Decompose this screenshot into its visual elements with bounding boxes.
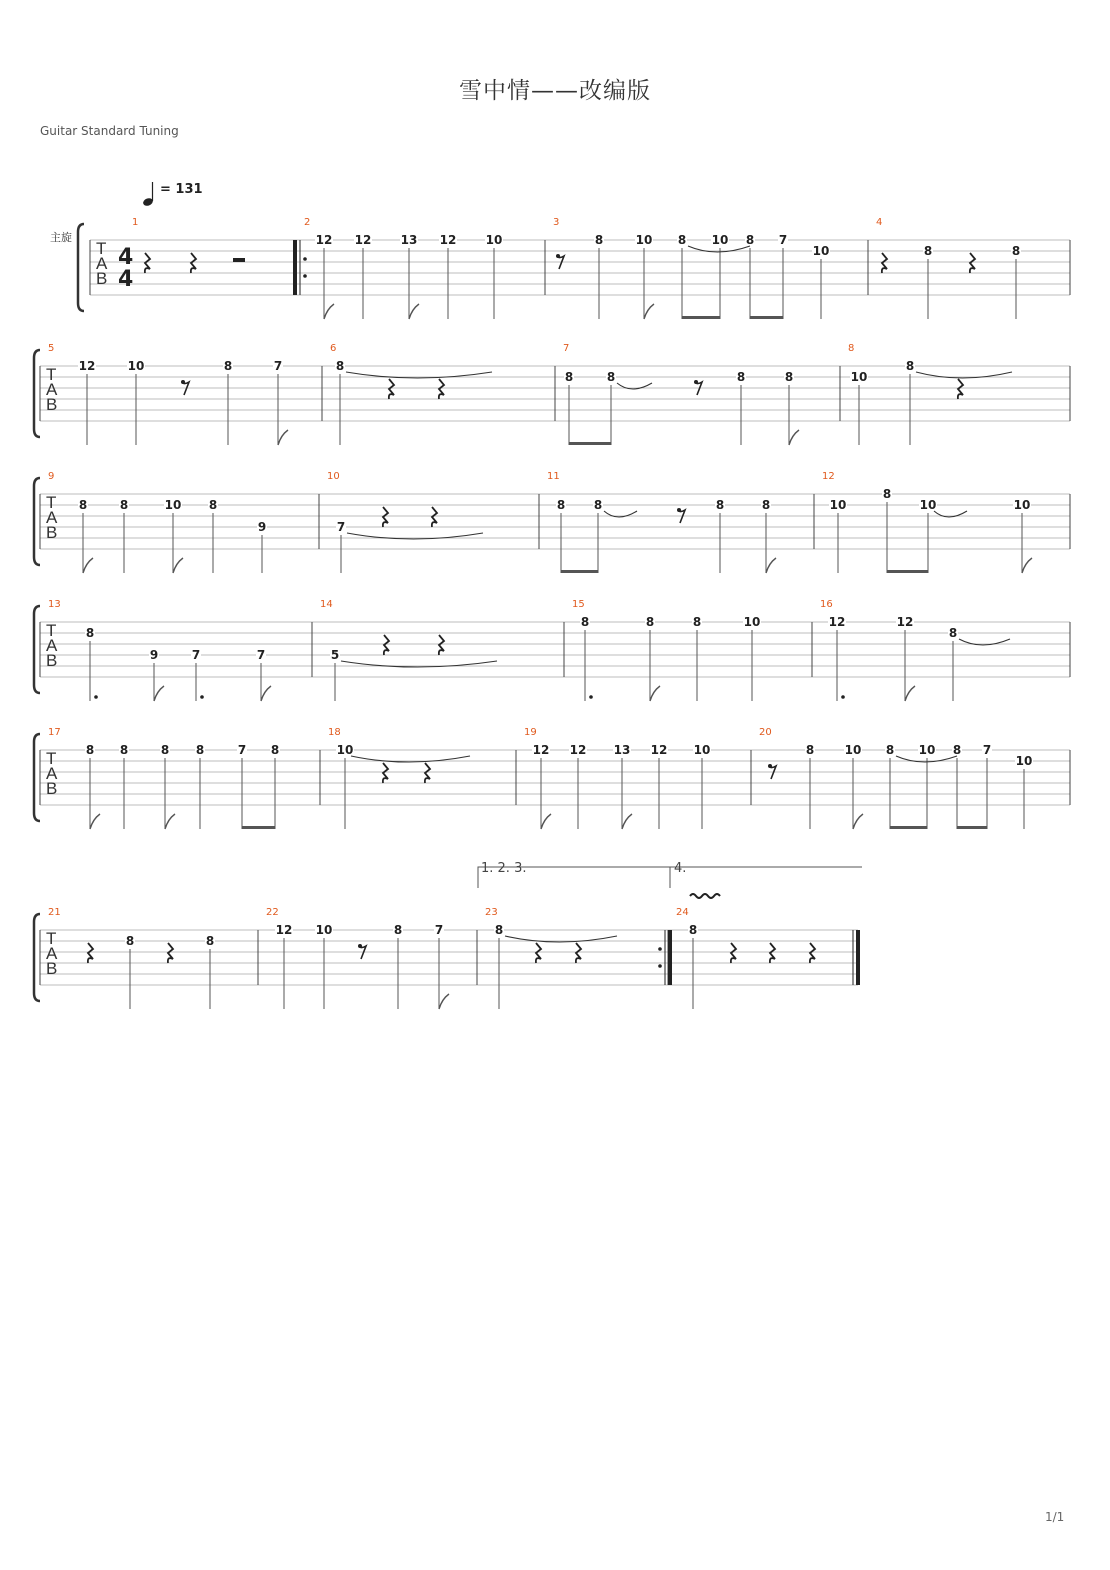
track-name: 主旋	[50, 231, 72, 244]
time-signature-top: 4	[118, 245, 134, 270]
vibrato-icon	[690, 894, 720, 898]
staff-system	[34, 727, 1070, 829]
tab-clef-letter: B	[46, 779, 58, 798]
volta-brackets	[478, 861, 862, 898]
measure-number: 24	[676, 907, 689, 918]
staff-brace	[34, 350, 40, 437]
fret-number: 8	[645, 615, 655, 629]
fret-number: 10	[336, 743, 354, 757]
eighth-flag	[173, 558, 183, 573]
fret-number: 5	[330, 648, 340, 662]
measure-number: 10	[327, 471, 340, 482]
fret-number: 8	[761, 498, 771, 512]
repeat-end-dot	[658, 947, 662, 951]
fret-number: 10	[829, 498, 847, 512]
eighth-flag	[439, 994, 449, 1009]
fret-number: 8	[677, 233, 687, 247]
fret-number: 8	[882, 487, 892, 501]
tab-clef-letter: B	[46, 395, 58, 414]
dotted-note-dot	[94, 695, 98, 699]
eighth-rest-icon-dot	[768, 764, 772, 768]
quarter-rest-icon	[958, 379, 963, 399]
measure-number: 6	[330, 343, 337, 354]
fret-number: 8	[160, 743, 170, 757]
quarter-rest-icon	[439, 635, 444, 655]
fret-number: 8	[564, 370, 574, 384]
note-beam	[890, 826, 927, 829]
measure-number: 19	[524, 727, 537, 738]
repeat-dot	[303, 274, 307, 278]
fret-number: 10	[844, 743, 862, 757]
tuning-label: Guitar Standard Tuning	[40, 124, 179, 138]
measure-number: 4	[876, 217, 883, 228]
fret-number: 8	[688, 923, 698, 937]
measure-number: 14	[320, 599, 333, 610]
tempo-marking	[142, 182, 202, 207]
eighth-flag	[154, 686, 164, 701]
eighth-flag	[789, 430, 799, 445]
page-number: 1/1	[1045, 1510, 1065, 1524]
fret-number: 8	[736, 370, 746, 384]
eighth-flag	[90, 814, 100, 829]
measure-number: 15	[572, 599, 585, 610]
measure-number: 7	[563, 343, 570, 354]
quarter-rest-icon	[425, 763, 430, 783]
measure-number: 11	[547, 471, 560, 482]
dotted-note-dot	[589, 695, 593, 699]
fret-number: 8	[85, 743, 95, 757]
tab-clef-letter: A	[46, 944, 58, 963]
fret-number: 10	[693, 743, 711, 757]
fret-number: 8	[784, 370, 794, 384]
fret-number: 8	[885, 743, 895, 757]
fret-number: 8	[85, 626, 95, 640]
tab-clef-letter: B	[96, 269, 108, 288]
fret-number: 13	[613, 743, 631, 757]
measure-number: 5	[48, 343, 55, 354]
fret-number: 12	[78, 359, 96, 373]
fret-number: 10	[918, 743, 936, 757]
fret-number: 8	[692, 615, 702, 629]
fret-number: 10	[743, 615, 761, 629]
dotted-note-dot	[200, 695, 204, 699]
fret-number: 8	[125, 934, 135, 948]
staff-system	[34, 471, 1070, 573]
measure-number: 16	[820, 599, 833, 610]
staff-system	[78, 217, 1070, 319]
measure-number: 17	[48, 727, 61, 738]
note-beam	[750, 316, 783, 319]
tab-clef-letter: T	[46, 493, 57, 512]
staff-brace	[78, 224, 84, 311]
staff-systems	[34, 217, 1070, 1009]
tab-clef-letter: B	[46, 651, 58, 670]
fret-number: 8	[805, 743, 815, 757]
quarter-rest-icon	[731, 943, 736, 963]
staff-brace	[34, 914, 40, 1001]
measure-number: 21	[48, 907, 61, 918]
quarter-rest-icon	[576, 943, 581, 963]
quarter-rest-icon	[770, 943, 775, 963]
fret-number: 12	[532, 743, 550, 757]
fret-number: 8	[948, 626, 958, 640]
staff-brace	[34, 606, 40, 693]
staff-system	[34, 907, 860, 1009]
fret-number: 8	[119, 498, 129, 512]
staff-system	[34, 343, 1070, 445]
tab-clef-letter: T	[46, 621, 57, 640]
eighth-flag	[1022, 558, 1032, 573]
fret-number: 10	[635, 233, 653, 247]
fret-number: 10	[485, 233, 503, 247]
measure-number: 3	[553, 217, 560, 228]
note-beam	[569, 442, 611, 445]
fret-number: 12	[650, 743, 668, 757]
tempo-value: = 131	[160, 182, 203, 197]
fret-number: 7	[336, 520, 346, 534]
note-beam	[682, 316, 720, 319]
repeat-end-dot	[658, 964, 662, 968]
repeat-end-thick	[668, 930, 672, 985]
fret-number: 12	[354, 233, 372, 247]
eighth-flag	[261, 686, 271, 701]
fret-number: 7	[434, 923, 444, 937]
fret-number: 8	[593, 498, 603, 512]
quarter-rest-icon	[439, 379, 444, 399]
eighth-flag	[644, 304, 654, 319]
staff-brace	[34, 734, 40, 821]
measure-number: 9	[48, 471, 55, 482]
eighth-flag	[324, 304, 334, 319]
volta-second-label: 4.	[674, 861, 687, 876]
measure-number: 13	[48, 599, 61, 610]
fret-number: 9	[149, 648, 159, 662]
fret-number: 10	[315, 923, 333, 937]
fret-number: 7	[778, 233, 788, 247]
quarter-rest-icon	[970, 253, 975, 273]
fret-number: 7	[256, 648, 266, 662]
quarter-rest-icon	[168, 943, 173, 963]
fret-number: 7	[237, 743, 247, 757]
tab-clef-letter: B	[46, 523, 58, 542]
fret-number: 7	[273, 359, 283, 373]
eighth-flag	[83, 558, 93, 573]
fret-number: 8	[715, 498, 725, 512]
fret-number: 8	[923, 244, 933, 258]
fret-number: 8	[580, 615, 590, 629]
quarter-rest-icon	[432, 507, 437, 527]
eighth-flag	[278, 430, 288, 445]
fret-number: 8	[1011, 244, 1021, 258]
measure-number: 1	[132, 217, 139, 228]
half-rest-icon	[233, 258, 245, 262]
staff-brace	[34, 478, 40, 565]
volta-second-bracket	[670, 867, 862, 888]
tab-clef-letter: T	[46, 365, 57, 384]
measure-number: 8	[848, 343, 855, 354]
fret-number: 8	[270, 743, 280, 757]
fret-number: 8	[195, 743, 205, 757]
fret-number: 10	[127, 359, 145, 373]
measure-number: 12	[822, 471, 835, 482]
tab-clef-letter: B	[46, 959, 58, 978]
eighth-flag	[409, 304, 419, 319]
eighth-flag	[622, 814, 632, 829]
fret-number: 8	[119, 743, 129, 757]
fret-number: 8	[335, 359, 345, 373]
fret-number: 10	[919, 498, 937, 512]
fret-number: 8	[594, 233, 604, 247]
fret-number: 8	[78, 498, 88, 512]
song-title: 雪中情——改编版	[459, 78, 651, 104]
tab-clef-letter: A	[46, 380, 58, 399]
fret-number: 13	[400, 233, 418, 247]
eighth-flag	[541, 814, 551, 829]
repeat-start-thick	[293, 240, 297, 295]
tab-clef-letter: A	[46, 764, 58, 783]
fret-number: 7	[191, 648, 201, 662]
fret-number: 8	[952, 743, 962, 757]
tab-clef-letter: A	[46, 636, 58, 655]
eighth-flag	[905, 686, 915, 701]
volta-first-label: 1. 2. 3.	[481, 861, 527, 876]
fret-number: 9	[257, 520, 267, 534]
fret-number: 8	[208, 498, 218, 512]
fret-number: 12	[315, 233, 333, 247]
eighth-rest-icon-dot	[694, 380, 698, 384]
fret-number: 8	[393, 923, 403, 937]
quarter-rest-icon	[383, 763, 388, 783]
fret-number: 8	[606, 370, 616, 384]
fret-number: 8	[556, 498, 566, 512]
fret-number: 8	[205, 934, 215, 948]
fret-number: 12	[439, 233, 457, 247]
repeat-dot	[303, 257, 307, 261]
tab-clef-letter: T	[96, 239, 107, 258]
quarter-rest-icon	[389, 379, 394, 399]
tab-clef-letter: T	[46, 929, 57, 948]
eighth-flag	[853, 814, 863, 829]
note-beam	[887, 570, 928, 573]
fret-number: 12	[896, 615, 914, 629]
fret-number: 8	[223, 359, 233, 373]
quarter-rest-icon	[536, 943, 541, 963]
fret-number: 12	[828, 615, 846, 629]
note-beam	[242, 826, 275, 829]
dotted-note-dot	[841, 695, 845, 699]
measure-number: 20	[759, 727, 772, 738]
measure-number: 22	[266, 907, 279, 918]
measure-number: 18	[328, 727, 341, 738]
eighth-flag	[766, 558, 776, 573]
fret-number: 7	[982, 743, 992, 757]
eighth-rest-icon-dot	[556, 254, 560, 258]
fret-number: 8	[745, 233, 755, 247]
eighth-rest-icon-dot	[677, 508, 681, 512]
fret-number: 10	[164, 498, 182, 512]
tab-clef-letter: A	[46, 508, 58, 527]
quarter-rest-icon	[88, 943, 93, 963]
quarter-rest-icon	[383, 507, 388, 527]
eighth-flag	[650, 686, 660, 701]
fret-number: 10	[711, 233, 729, 247]
fret-number: 8	[905, 359, 915, 373]
quarter-rest-icon	[810, 943, 815, 963]
tab-clef-letter: A	[96, 254, 108, 273]
fret-number: 10	[1015, 754, 1033, 768]
tab-clef-letter: T	[46, 749, 57, 768]
fret-number: 12	[569, 743, 587, 757]
eighth-rest-icon-dot	[358, 944, 362, 948]
quarter-rest-icon	[191, 253, 196, 273]
fret-number: 12	[275, 923, 293, 937]
fret-number: 10	[850, 370, 868, 384]
measure-number: 2	[304, 217, 311, 228]
fret-number: 10	[812, 244, 830, 258]
quarter-rest-icon	[145, 253, 150, 273]
eighth-rest-icon-dot	[181, 380, 185, 384]
measure-number: 23	[485, 907, 498, 918]
note-beam	[561, 570, 598, 573]
eighth-flag	[165, 814, 175, 829]
fret-number: 10	[1013, 498, 1031, 512]
quarter-rest-icon	[882, 253, 887, 273]
fret-number: 8	[494, 923, 504, 937]
time-signature-bottom: 4	[118, 267, 134, 292]
staff-system	[34, 599, 1070, 701]
quarter-rest-icon	[384, 635, 389, 655]
note-beam	[957, 826, 987, 829]
final-barline-thick	[856, 930, 860, 985]
